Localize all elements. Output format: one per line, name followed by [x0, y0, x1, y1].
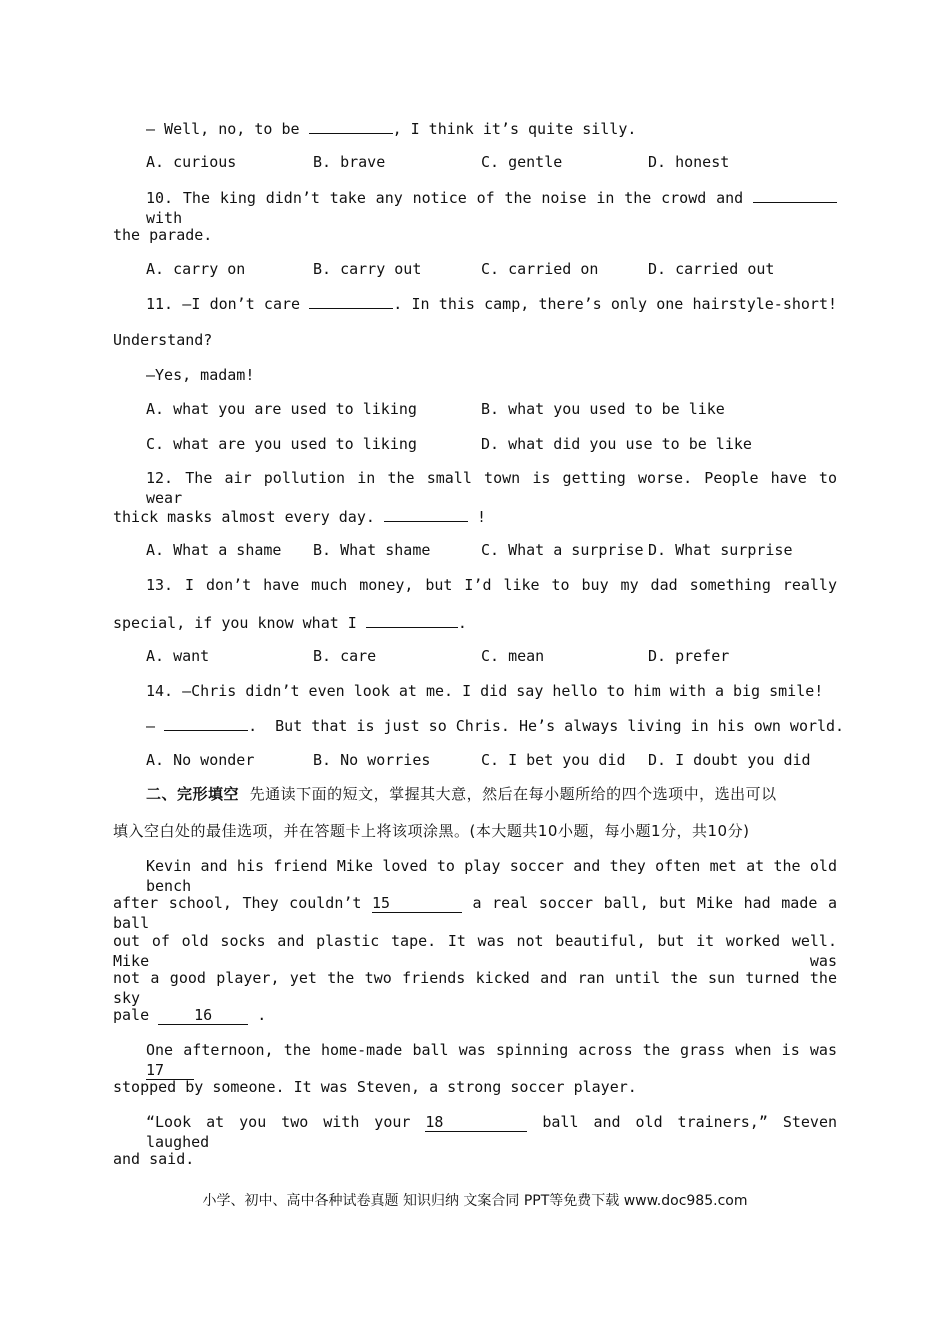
passage-p1-line2-after: a real soccer ball, but Mike had made a ball — [113, 894, 837, 932]
q10-line1 — [146, 187, 837, 228]
q14-text: — — [146, 717, 156, 735]
q9-option-a[interactable]: A. curious — [146, 153, 237, 171]
q11-line1 — [146, 293, 837, 314]
blank-17[interactable]: 17 — [146, 1061, 194, 1080]
passage-p3-line1-after: ball and old trainers,” Steven laughed — [146, 1113, 838, 1151]
passage-p2-line1 — [146, 1040, 837, 1080]
passage-p3-line1-before: “Look at you two with your — [146, 1113, 411, 1131]
q9-text-after: , I think it’s quite silly. — [392, 120, 637, 138]
q10-options — [146, 259, 846, 279]
q10-option-d[interactable]: D. carried out — [648, 260, 775, 278]
q12-line2 — [113, 506, 837, 527]
passage-p1-line1: Kevin and his friend Mike loved to play soccer and they often met at the old bench — [146, 857, 837, 895]
q11-line2: Understand? — [113, 331, 213, 349]
q9-option-b[interactable]: B. brave — [313, 153, 386, 171]
q13-text: special, if you know what I — [113, 614, 357, 632]
blank-18[interactable]: 18 — [425, 1113, 527, 1132]
passage-p1-line5-after: . — [257, 1006, 267, 1024]
q13-line1: 13. I don’t have much money, but I’d like to buy my dad something really — [146, 576, 837, 594]
q10-option-c[interactable]: C. carried on — [481, 260, 599, 278]
q13-line2 — [113, 612, 837, 633]
q13-blank — [366, 612, 458, 628]
q11-option-a[interactable]: A. what you are used to liking — [146, 400, 417, 418]
q9-blank — [309, 118, 393, 134]
q9-line — [146, 118, 837, 139]
q14-blank — [164, 715, 248, 731]
q12-text: thick masks almost every day. — [113, 508, 375, 526]
section2-instr1: 先通读下面的短文，掌握其大意，然后在每小题所给的四个选项中，选出可以 — [249, 785, 777, 803]
q12-option-c[interactable]: C. What a surprise — [481, 541, 644, 559]
q10-blank — [753, 187, 837, 203]
q11-option-d[interactable]: D. what did you use to be like — [481, 435, 752, 453]
q11-reply: —Yes, madam! — [146, 366, 255, 384]
q9-text: — Well, no, to be — [146, 120, 300, 138]
q10-text: 10. The king didn’t take any notice of the noise in the crowd and — [146, 189, 744, 207]
blank-16[interactable]: 16 — [158, 1006, 248, 1025]
q13-option-d[interactable]: D. prefer — [648, 647, 730, 665]
q14-option-b[interactable]: B. No worries — [313, 751, 431, 769]
q14-options — [146, 750, 846, 770]
q11-options-row1 — [146, 399, 846, 419]
passage-p1-line2 — [113, 893, 837, 933]
q11-text-after: . In this camp, there’s only one hairstyle-short! — [393, 295, 838, 313]
q9-option-d[interactable]: D. honest — [648, 153, 730, 171]
q13-option-a[interactable]: A. want — [146, 647, 210, 665]
passage-p2-line1-before: One afternoon, the home-made ball was spinning across the grass when is was — [146, 1041, 837, 1059]
passage-p1-line5 — [113, 1005, 837, 1025]
q14-line1: 14. —Chris didn’t even look at me. I did say hello to him with a big smile! — [146, 682, 824, 700]
q12-text-after: ! — [476, 508, 486, 526]
q12-blank — [384, 506, 468, 522]
passage-p1-line4: not a good player, yet the two friends kicked and ran until the sun turned the sky — [113, 969, 837, 1007]
q13-text-after: . — [457, 614, 467, 632]
q13-option-c[interactable]: C. mean — [481, 647, 545, 665]
section2-instructions-line1 — [146, 784, 837, 804]
q10-option-b[interactable]: B. carry out — [313, 260, 422, 278]
q14-line2 — [146, 715, 845, 736]
q10-line2: the parade. — [113, 226, 213, 244]
q12-option-b[interactable]: B. What shame — [313, 541, 431, 559]
passage-p3-line1 — [146, 1112, 837, 1152]
q11-options-row2 — [146, 434, 846, 454]
section2-heading: 二、完形填空 — [146, 785, 240, 803]
q12-options — [146, 540, 846, 560]
q14-text-after: . But that is just so Chris. He’s always living in his own world. — [248, 717, 845, 735]
q9-option-c[interactable]: C. gentle — [481, 153, 563, 171]
q9-options — [146, 152, 846, 172]
q12-option-d[interactable]: D. What surprise — [648, 541, 793, 559]
passage-p3-line2: and said. — [113, 1150, 195, 1168]
q12-option-a[interactable]: A. What a shame — [146, 541, 282, 559]
passage-p1-line3: out of old socks and plastic tape. It was not beautiful, but it worked well. Mike was — [113, 932, 837, 970]
q10-text-after: with — [146, 209, 183, 227]
q14-option-a[interactable]: A. No wonder — [146, 751, 255, 769]
passage-p1-line5-before: pale — [113, 1006, 150, 1024]
page-footer: 小学、初中、高中各种试卷真题 知识归纳 文案合同 PPT等免费下载 www.doc985.com — [202, 1193, 748, 1209]
q14-option-d[interactable]: D. I doubt you did — [648, 751, 811, 769]
q13-options — [146, 646, 846, 666]
blank-15[interactable]: 15 — [372, 894, 462, 913]
q13-option-b[interactable]: B. care — [313, 647, 377, 665]
q10-option-a[interactable]: A. carry on — [146, 260, 246, 278]
q11-option-b[interactable]: B. what you used to be like — [481, 400, 725, 418]
passage-p2-line2: stopped by someone. It was Steven, a strong soccer player. — [113, 1078, 637, 1096]
q14-option-c[interactable]: C. I bet you did — [481, 751, 626, 769]
q11-blank — [309, 293, 393, 309]
q11-text: 11. —I don’t care — [146, 295, 301, 313]
q12-line1: 12. The air pollution in the small town is getting worse. People have to wear — [146, 469, 837, 507]
passage-p1-line2-before: after school, They couldn’t — [113, 894, 362, 912]
q11-option-c[interactable]: C. what are you used to liking — [146, 435, 417, 453]
section2-instructions-line2: 填入空白处的最佳选项，并在答题卡上将该项涂黑。(本大题共10小题，每小题1分，共10分) — [113, 822, 750, 840]
